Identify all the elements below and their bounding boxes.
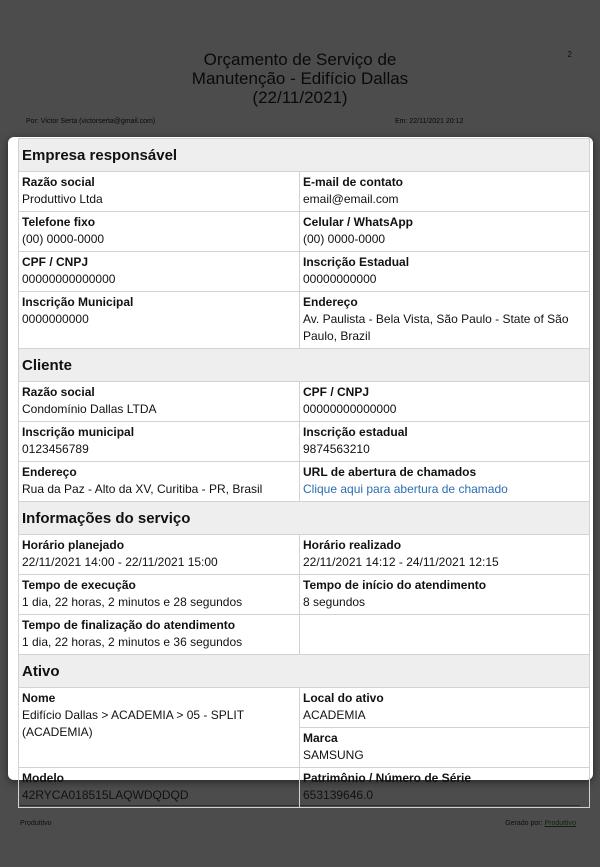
field-label: Celular / WhatsApp <box>303 215 414 229</box>
field-label: CPF / CNPJ <box>22 255 89 269</box>
field-label: Telefone fixo <box>22 215 96 229</box>
field-value: SAMSUNG <box>303 748 364 762</box>
field-value: 1 dia, 22 horas, 2 minutos e 36 segundos <box>22 635 243 649</box>
field-value: Rua da Paz - Alto da XV, Curitiba - PR, Brasil <box>22 482 263 496</box>
field-value: 653139646.0 <box>303 788 374 802</box>
field-cliente-ie <box>300 422 590 462</box>
field-empresa-telefone <box>19 212 300 252</box>
field-ativo-modelo <box>19 768 300 808</box>
details-table <box>18 138 590 808</box>
field-value: Condomínio Dallas LTDA <box>22 402 157 416</box>
field-value: 22/11/2021 14:00 - 22/11/2021 15:00 <box>22 555 218 569</box>
section-ativo-title: Ativo <box>19 655 590 688</box>
field-value: Produttivo Ltda <box>22 192 103 206</box>
section-empresa-title: Empresa responsável <box>19 139 590 172</box>
field-ativo-nome <box>19 688 300 768</box>
field-empresa-celular <box>300 212 590 252</box>
field-empresa-razao <box>19 172 300 212</box>
field-label: Marca <box>303 731 338 745</box>
field-tempo-inicio <box>300 575 590 615</box>
field-value: ACADEMIA <box>303 708 366 722</box>
field-label: Local do ativo <box>303 691 384 705</box>
field-label: Nome <box>22 691 56 705</box>
field-label: Inscrição municipal <box>22 425 135 439</box>
field-cliente-cpf <box>300 382 590 422</box>
field-empresa-im <box>19 292 300 349</box>
field-label: Inscrição Estadual <box>303 255 410 269</box>
field-empresa-email <box>300 172 590 212</box>
field-label: Inscrição estadual <box>303 425 408 439</box>
field-ativo-marca <box>300 728 590 768</box>
field-label: Endereço <box>303 295 358 309</box>
field-label: Razão social <box>22 385 95 399</box>
field-label: Endereço <box>22 465 77 479</box>
field-cliente-im <box>19 422 300 462</box>
field-value: 1 dia, 22 horas, 2 minutos e 28 segundos <box>22 595 243 609</box>
field-label: Horário planejado <box>22 538 125 552</box>
field-horario-planejado <box>19 535 300 575</box>
field-label: Horário realizado <box>303 538 402 552</box>
field-cliente-razao <box>19 382 300 422</box>
field-value: 0000000000 <box>22 312 89 326</box>
field-value: 00000000000000 <box>303 402 397 416</box>
field-label: Tempo de início do atendimento <box>303 578 487 592</box>
detail-panel <box>8 137 593 802</box>
field-label: Tempo de finalização do atendimento <box>22 618 236 632</box>
field-value: email@email.com <box>303 192 399 206</box>
empty-cell <box>300 615 590 655</box>
field-cliente-endereco <box>19 462 300 502</box>
field-value: (00) 0000-0000 <box>22 232 105 246</box>
section-servico-title: Informações do serviço <box>19 502 590 535</box>
field-label: E-mail de contato <box>303 175 404 189</box>
field-value: Edifício Dallas > ACADEMIA > 05 - SPLIT (ACADEMIA) <box>22 708 244 739</box>
section-cliente-title: Cliente <box>19 349 590 382</box>
field-tempo-finalizacao <box>19 615 300 655</box>
field-label: Patrimônio / Número de Série <box>303 771 472 785</box>
field-ativo-patrimonio <box>300 768 590 808</box>
field-empresa-cpf <box>19 252 300 292</box>
field-value: 00000000000 <box>303 272 377 286</box>
field-label: Modelo <box>22 771 64 785</box>
field-ativo-local <box>300 688 590 728</box>
field-label: URL de abertura de chamados <box>303 465 477 479</box>
field-value: (00) 0000-0000 <box>303 232 386 246</box>
field-label: Tempo de execução <box>22 578 136 592</box>
field-label: Inscrição Municipal <box>22 295 134 309</box>
field-value: 8 segundos <box>303 595 366 609</box>
field-label: CPF / CNPJ <box>303 385 370 399</box>
field-horario-realizado <box>300 535 590 575</box>
field-cliente-url <box>300 462 590 502</box>
field-value: 0123456789 <box>22 442 89 456</box>
field-value: 22/11/2021 14:12 - 24/11/2021 12:15 <box>303 555 499 569</box>
field-value: 42RYCA018515LAQWDQDQD <box>22 788 189 802</box>
field-tempo-execucao <box>19 575 300 615</box>
field-value: 00000000000000 <box>22 272 116 286</box>
field-value: Av. Paulista - Bela Vista, São Paulo - State of São Paulo, Brazil <box>303 312 569 343</box>
field-label: Razão social <box>22 175 95 189</box>
field-value: 9874563210 <box>303 442 370 456</box>
field-empresa-ie <box>300 252 590 292</box>
open-ticket-link[interactable]: Clique aqui para abertura de chamado <box>303 482 508 496</box>
field-empresa-endereco <box>300 292 590 349</box>
